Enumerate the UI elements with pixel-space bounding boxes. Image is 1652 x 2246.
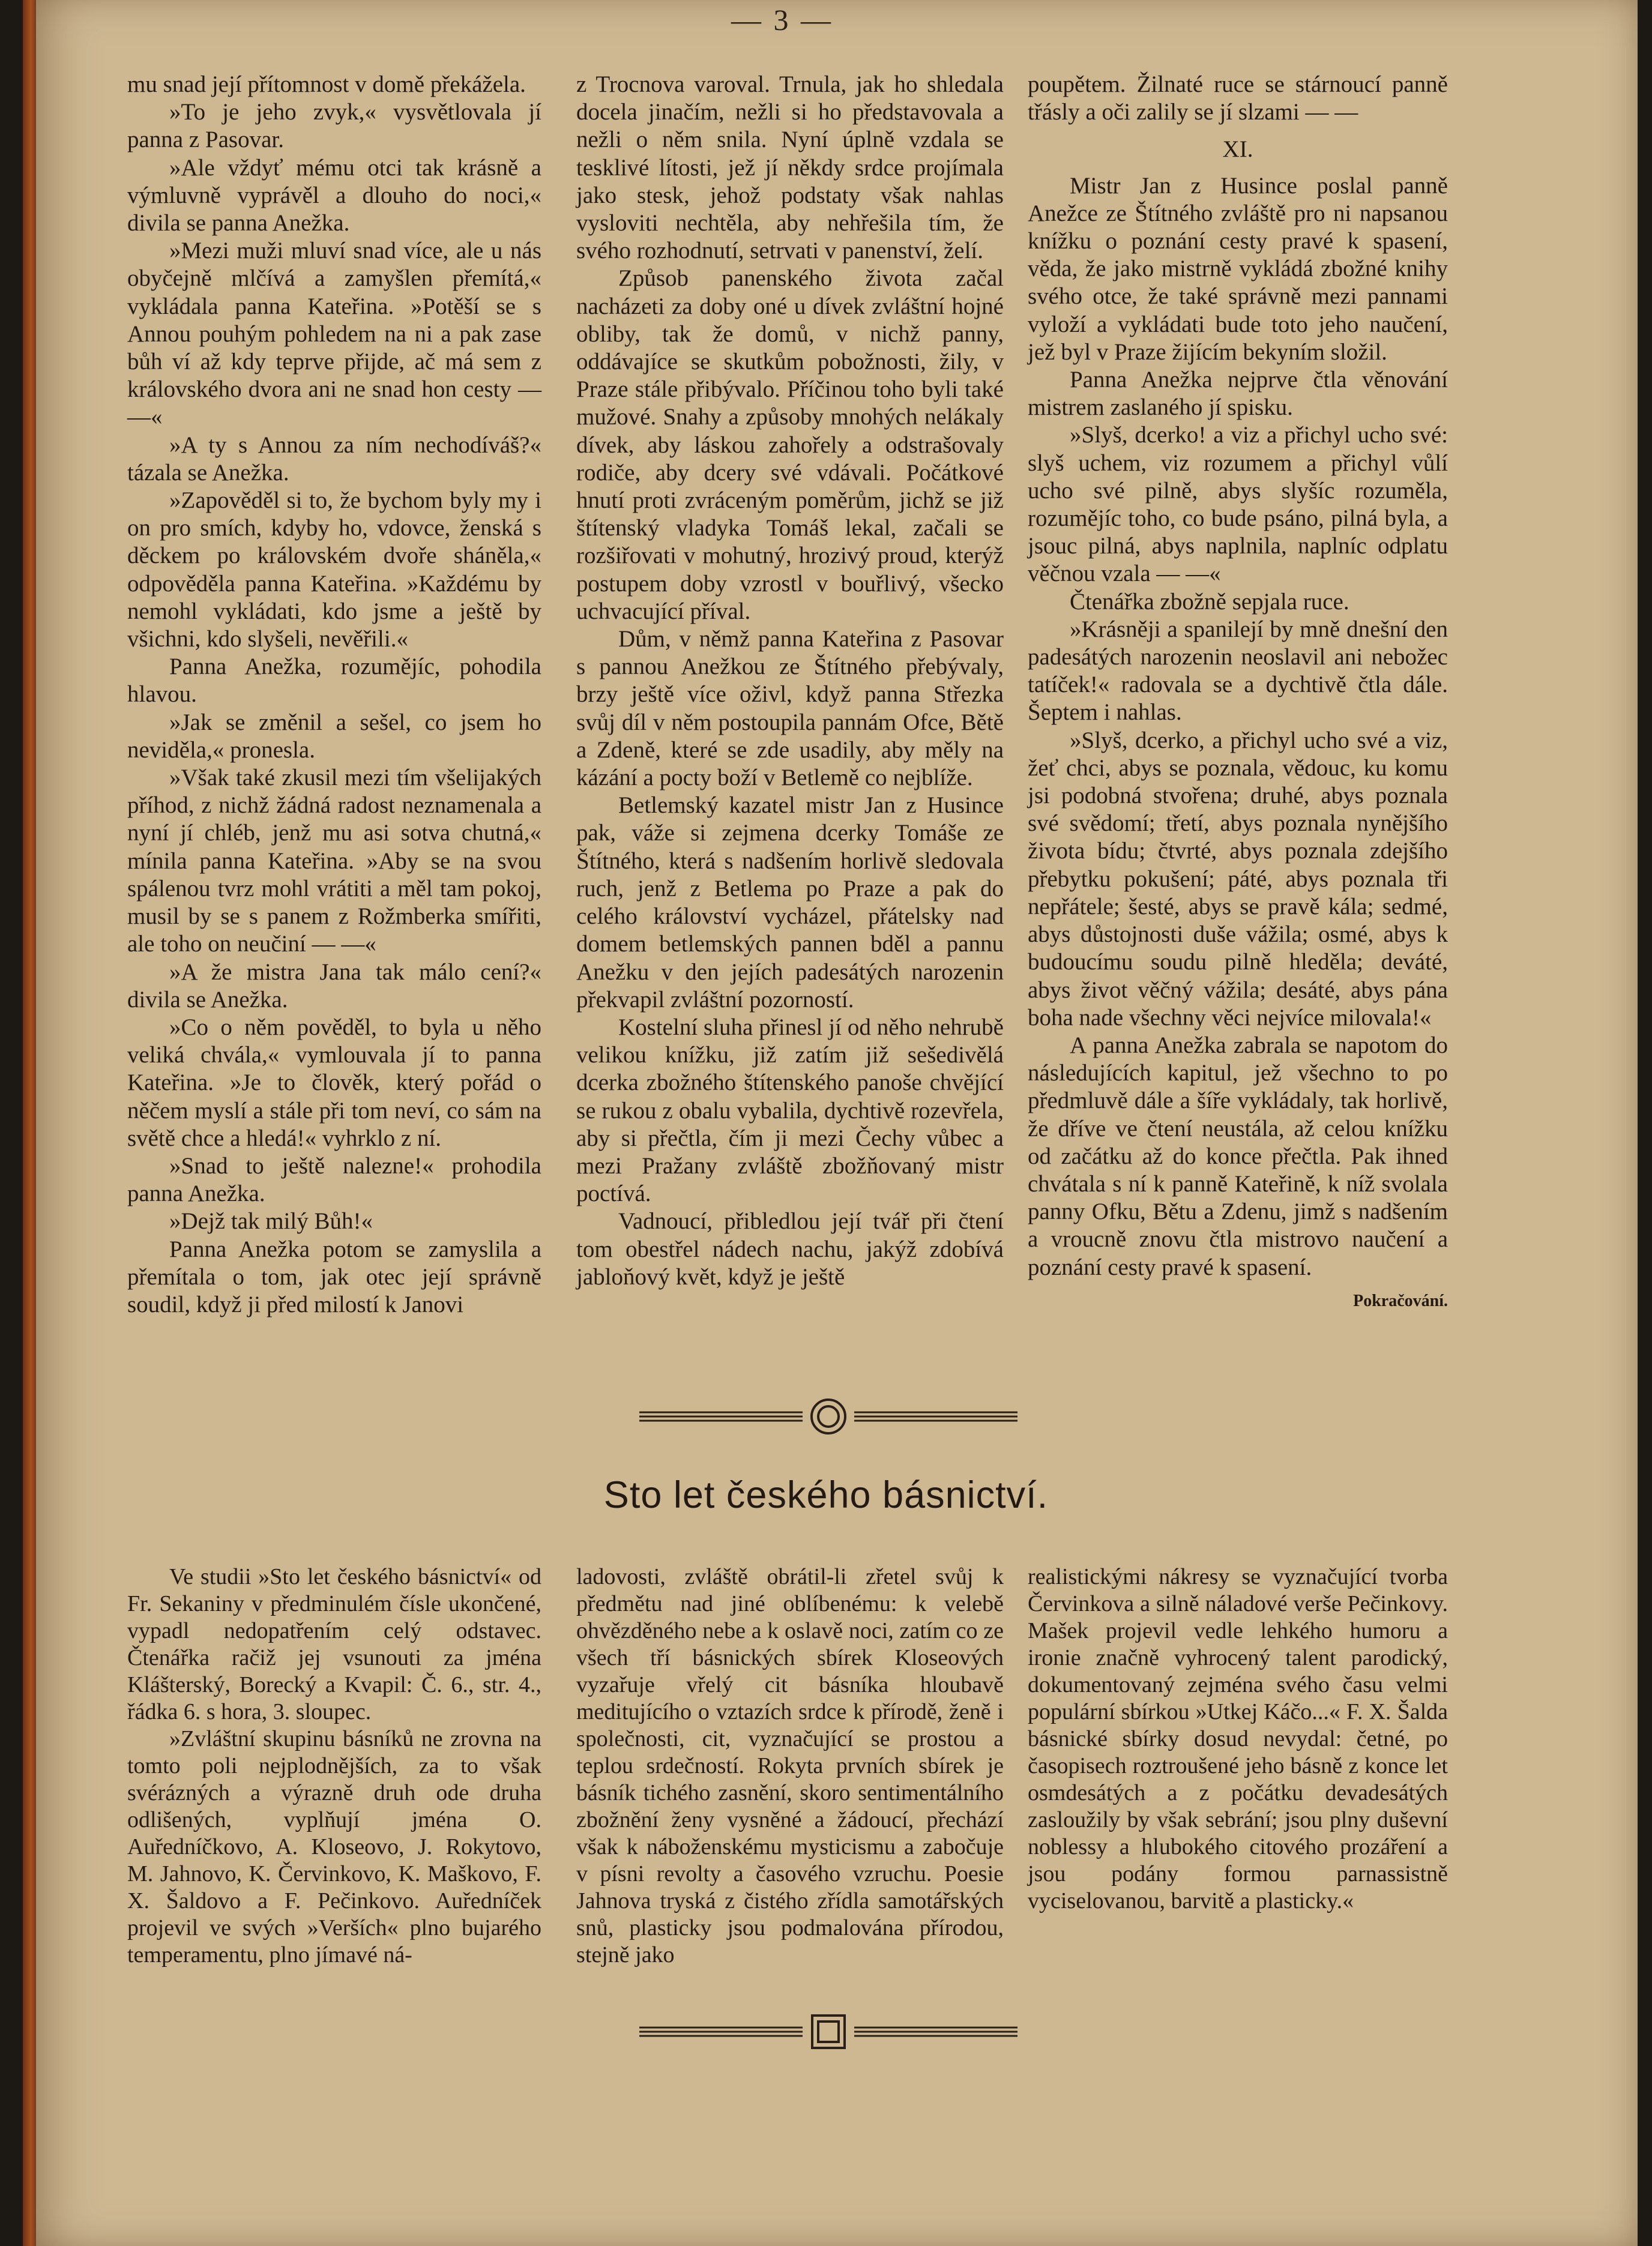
- paragraph: Panna Anežka, rozumějíc, pohodila hlavou.: [127, 654, 541, 708]
- article-column-1: [127, 1564, 541, 1969]
- paragraph: »A ty s Annou za ním nechodíváš?« tázala se Anežka.: [127, 432, 541, 486]
- paragraph: »Dejž tak milý Bůh!«: [169, 1208, 373, 1235]
- paragraph: »Mezi muži mluví snad více, ale u nás obyčejně mlčívá a zamyšlen přemítá,« vykládala panna Kateřina. »Potěší se s Annou pouhým pohledem na ni a pak zase bůh ví až kdy teprve přijde, ač má sem z královského dvora ani ne snad hon cesty — —«: [127, 238, 541, 430]
- paragraph: »Ale vždyť mému otci tak krásně a výmluvně vyprávěl a dlouho do noci,« divila se panna Anežka.: [127, 154, 541, 236]
- paragraph: Způsob panenského života začal nacházeti za doby oné u dívek zvláštní hojné obliby, tak že domů, v nichž panny, oddávajíce se skutkům pobožnosti, žily, v Praze stále přibývalo. Příčinou toho byli také mužové. Snahy a způsoby mnohých nelákaly dívek, aby láskou zahořely a odstrašovaly rodiče, aby dcery své vdávali. Počátkové hnutí proti zvráceným poměrům, jichž se již štítenský vladyka Tomáš lekal, začali se rozšiřovati v mohutný, hrozivý proud, kterýž postupem doby vzrostl v bouřlivý, všecko uchvacující příval.: [576, 265, 1004, 624]
- paragraph: Panna Anežka potom se zamyslila a přemítala o tom, jak otec její správně soudil, když ji před milostí k Janovi: [127, 1236, 541, 1317]
- story-column-2: [576, 71, 1004, 1291]
- paragraph: A panna Anežka zabrala se napotom do následujících kapitul, jež všechno to po předmluvě dále a šíře vykládaly, tak horlivě, že dříve ve čtení neustála, až celou knížku od začátku až do konce přečtla. Pak ihned chvátala s ní k panně Kateřině, k níž svolala panny Ofku, Bětu a Zdenu, jimž s nadšením a vroucně znovu čtla mistrovo naučení a poznání cesty pravé k spasení. Pokračování.: [1028, 1032, 1448, 1281]
- paragraph: »Zvláštní skupinu básníků ne zrovna na tomto poli nejplodnějších, za to však svérázných a výrazně druh ode druha odlišených, vyplňují jména O. Auředníčkovo, A. Kloseovo, J. Rokytovo, M. Jahnovo, K. Červinkovo, K. Maškovo, F. X. Šaldovo a F. Pečinkovo. Auředníček projevil ve svých »Verších« plno bujarého temperamentu, plno jímavé ná-: [127, 1726, 541, 1968]
- paragraph: XI.: [1222, 136, 1253, 163]
- paragraph: »A že mistra Jana tak málo cení?« divila se Anežka.: [127, 959, 541, 1013]
- paragraph: Ve studii »Sto let českého básnictví« od Fr. Sekaniny v předminulém čísle ukončené, vypadl nedopatřením celý odstavec. Čtenářka račiž jej vsunouti za jména Klášterský, Borecký a Kvapil: Č. 6., str. 4., řádka 6. s hora, 3. sloupec.: [127, 1564, 541, 1724]
- article-column-3: [1028, 1564, 1448, 1915]
- story-column-1: [127, 71, 541, 1319]
- paragraph: Vadnoucí, přibledlou její tvář při čtení tom obestřel nádech nachu, jakýž zdobívá jabloňový květ, když je ještě: [576, 1208, 1004, 1290]
- article-title: Sto let českého básnictví.: [603, 1474, 1049, 1516]
- paragraph: Betlemský kazatel mistr Jan z Husince pak, váže si zejmena dcerky Tomáše ze Štítného, která s nadšením horlivě sledovala ruch, jenž z Betlema po Praze a pak do celého království vycházel, přátelsky nad domem betlemských pannen bděl a pannu Anežku v den jejích padesátých narozenin překvapil zvláštní pozorností.: [576, 792, 1004, 1013]
- continued-label: Pokračování.: [1353, 1291, 1448, 1310]
- divider-ornament-circle: [633, 1395, 1023, 1438]
- paragraph: Panna Anežka nejprve čtla věnování mistrem zaslaného jí spisku.: [1028, 367, 1448, 421]
- paragraph: poupětem. Žilnaté ruce se stárnoucí panně třásly a oči zalily se jí slzami — —: [1028, 71, 1448, 125]
- paragraph: »To je jeho zvyk,« vysvětlovala jí panna z Pasovar.: [127, 99, 541, 153]
- article-column-2: [576, 1564, 1004, 1969]
- paragraph: realistickými nákresy se vyznačující tvorba Červinkova a silně náladové verše Pečinkovy. Mašek projevil vedle lehkého humoru a ironie značně vyhrocený talent parodický, dokumentovaný zejména svého času velmi populární sbírkou »Utkej Káčo...« F. X. Šalda básnické sbírky dosud nevydal: četné, po časopisech roztroušené jeho básně z konce let osmdesátých a z počátku devadesátých zasloužily by však sebrání; jsou plny duševní noblessy a hlubokého citového prozáření a jsou podány formou parnassistně vyciselovanou, barvitě a plasticky.«: [1028, 1564, 1448, 1913]
- paragraph: »Krásněji a spanilejí by mně dnešní den padesátých narozenin neoslavil ani nebožec tatíček!« radovala se a dychtivě čtla dále. Šeptem i nahlas.: [1028, 616, 1448, 726]
- story-column-3: [1028, 71, 1448, 1315]
- paragraph: »Zapověděl si to, že bychom byly my i on pro smích, kdyby ho, vdovce, ženská s děckem po královském dvoře sháněla,« odpověděla panna Kateřina. »Každému by nemohl vykládati, kdo jsme a ještě by všichni, kdo slyšeli, nevěřili.«: [127, 487, 541, 652]
- page-number: — 3 —: [731, 3, 833, 37]
- paragraph: »Snad to ještě nalezne!« prohodila panna Anežka.: [127, 1152, 541, 1207]
- paragraph: »Slyš, dcerko! a viz a přichyl ucho své: slyš uchem, viz rozumem a přichyl vůlí ucho své pilně, abys slyšíc rozuměla, rozumějíc toho, co bude psáno, pilná byla, a jsouc pilná, abys naplnila, naplníc odplatu věčnou vzala — —«: [1028, 422, 1448, 587]
- paragraph: »Slyš, dcerko, a přichyl ucho své a viz, žeť chci, abys se poznala, vědouc, ku komu jsi podobná stvořena; druhé, abys poznala své svědomí; třetí, abys poznala nynějšího života bídu; čtvrté, abys poznala zdejšího přebytku pokušení; páté, abys poznala tři nepřátele; šesté, abys se pravě kála; sedmé, abys důstojnosti duše vážila; osmé, abys k budoucímu soudu pilně hleděla; deváté, abys život věčný vážila; desáté, abys pána boha nade všechny věci nejvíce milovala!«: [1028, 727, 1448, 1031]
- paragraph: Kostelní sluha přinesl jí od něho nehrubě velikou knížku, již zatím již sešedivělá dcerka zbožného štítenského panoše chvějící se rukou z obalu vybalila, dychtivě rozevřela, aby si přečtla, čím ji mezi Čechy vůbec a mezi Pražany zvláště zbožňovaný mistr poctívá.: [576, 1014, 1004, 1207]
- paragraph: »Jak se změnil a sešel, co jsem ho neviděla,« pronesla.: [127, 709, 541, 763]
- paragraph: Dům, v němž panna Kateřina z Pasovar s pannou Anežkou ze Štítného přebývaly, brzy ještě více oživl, když panna Střezka svůj díl v něm postoupila pannám Ofce, Bětě a Zdeně, které se zde usadily, aby měly na kázání a pocty boží v Betlemě co nejblíže.: [576, 626, 1004, 791]
- paragraph: »Co o něm pověděl, to byla u něho veliká chvála,« vymlouvala jí to panna Kateřina. »Je to člověk, který pořád o něčem myslí a stále při tom neví, co sám na světě chce a hledá!« vyhrklo z ní.: [127, 1014, 541, 1151]
- binding-edge: [23, 0, 36, 2246]
- divider-ornament-square: [633, 2011, 1023, 2053]
- paragraph: z Trocnova varoval. Trnula, jak ho shledala docela jinačím, nežli si ho představovala a nežli o něm snila. Nyní úplně vzdala se tesklivé lítosti, jež jí někdy srdce projímala jako stesk, jehož podstaty však nahlas vysloviti nechtěla, aby nehřešila tím, že svého rozhodnutí, setrvati v panenství, želí.: [576, 71, 1004, 264]
- paragraph: »Však také zkusil mezi tím všelijakých příhod, z nichž žádná radost neznamenala a nyní jí chléb, jenž mu asi sotva chutná,« mínila panna Kateřina. »Aby se na svou spálenou tvrz mohl vrátiti a měl tam pokoj, musil by se s panem z Rožmberka smířiti, ale toho on neučiní — —«: [127, 765, 541, 957]
- paragraph: ladovosti, zvláště obrátil-li zřetel svůj k předmětu nad jiné oblíbenému: k velebě ohvězděného nebe a k oslavě noci, zatím co ze všech tří básnických sbírek Kloseových vyzařuje vřelý cit básníka hloubavě meditujícího o vztazích srdce k přírodě, ženě i společnosti, cit, vyznačující se prostou a teplou srdečností. Rokyta prvních sbírek je básník tichého zasnění, skoro sentimentálního zbožnění ženy vysněné a žádoucí, přechází však k náboženskému mysticismu a zabočuje v písni revolty a časového vzruchu. Poesie Jahnova tryská z čistého zřídla samotářských snů, plasticky jsou podmalována přírodou, stejně jako: [576, 1564, 1004, 1968]
- paragraph: mu snad její přítomnost v domě překážela.: [127, 71, 526, 97]
- paragraph: Čtenářka zbožně sepjala ruce.: [1070, 588, 1349, 615]
- paragraph: Mistr Jan z Husince poslal panně Anežce ze Štítného zvláště pro ni napsanou knížku o poznání cesty pravé k spasení, věda, že jako mistrně vykládá zbožné knihy svého otce, že také správně mezi pannami vyloží a vykládati bude toto jeho naučení, jež byl v Praze žijícím bekyním složil.: [1028, 172, 1448, 365]
